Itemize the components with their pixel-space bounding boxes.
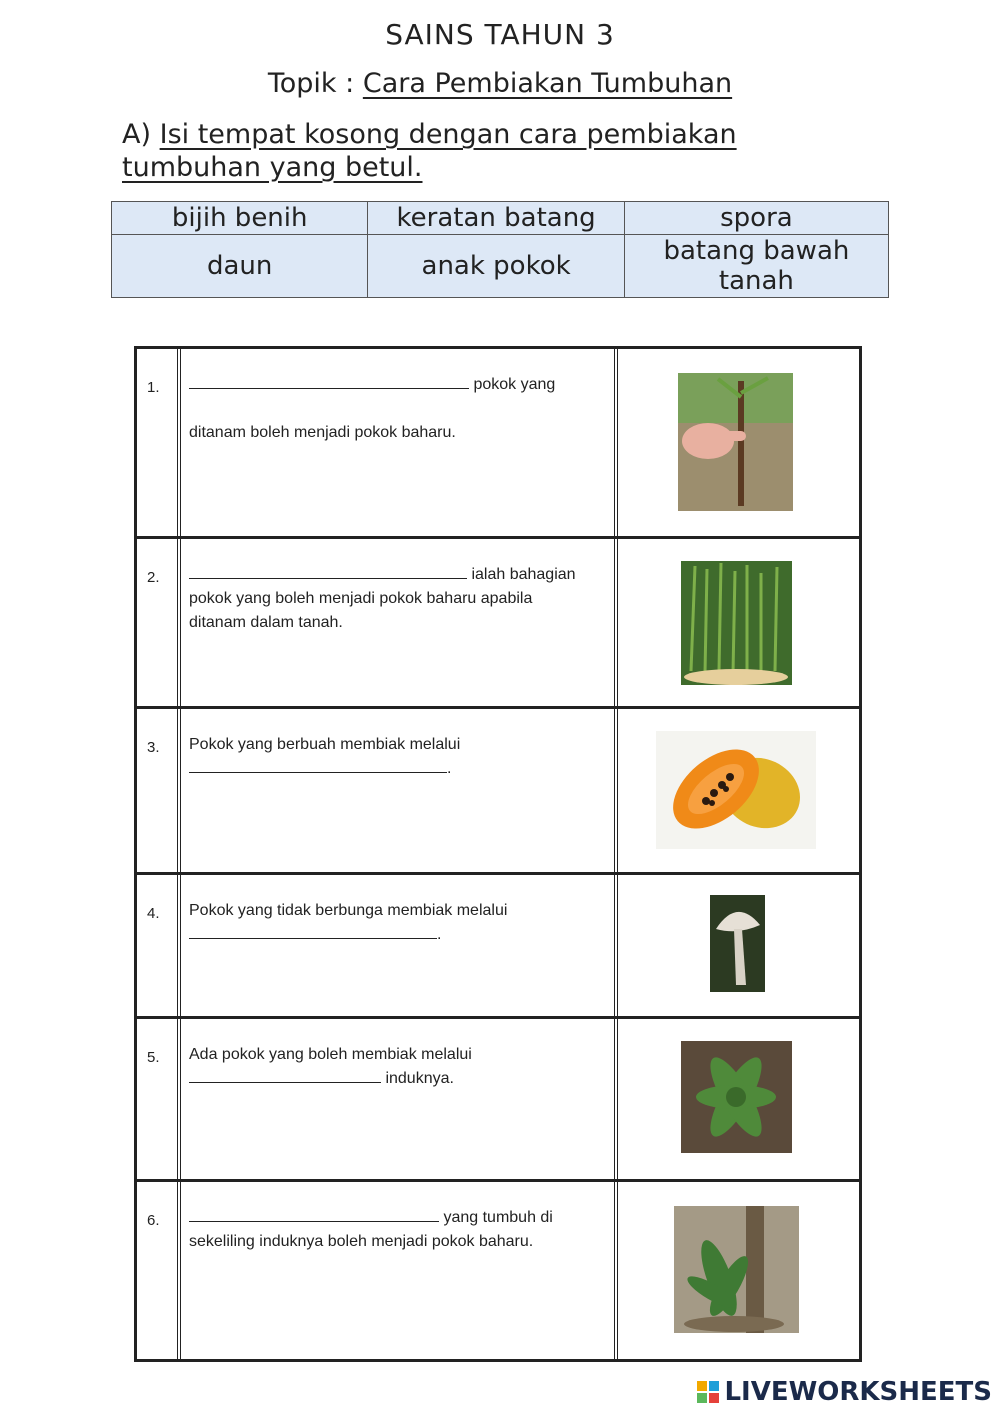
topic-value: Cara Pembiakan Tumbuhan (362, 68, 733, 99)
question-text-part: pokok yang (473, 376, 556, 393)
instruction (122, 118, 782, 184)
stem-cutting-photo (678, 373, 793, 511)
answer-blank[interactable] (189, 1068, 381, 1083)
question-number-cell (137, 349, 181, 536)
liveworksheets-logo-icon (696, 1380, 720, 1404)
answer-blank[interactable] (189, 564, 467, 579)
question-text-part: Pokok yang berbuah membiak melalui (189, 736, 461, 753)
question-text-part: ialah bahagian (471, 566, 576, 583)
question-number: 6. (147, 1212, 160, 1229)
question-text (189, 899, 604, 947)
word-bank-table (111, 201, 889, 298)
word-bank-cell[interactable]: bijih benih (112, 202, 368, 235)
word-bank-cell[interactable]: keratan batang (368, 202, 624, 235)
question-row (137, 709, 859, 875)
question-text-part: pokok yang boleh menjadi pokok baharu apabila (189, 590, 533, 607)
question-number: 1. (147, 379, 160, 396)
word-bank-cell[interactable]: daun (112, 235, 368, 298)
word-bank-row (112, 202, 889, 235)
question-text-part: induknya. (385, 1070, 454, 1087)
word-bank-cell[interactable]: batang bawah tanah (624, 235, 888, 298)
question-text-cell (181, 1019, 618, 1179)
question-text-part: yang tumbuh di (443, 1209, 553, 1226)
answer-blank[interactable] (189, 374, 469, 389)
answer-blank[interactable] (189, 924, 437, 939)
banana-sucker-photo (674, 1206, 799, 1333)
question-image-cell (618, 349, 859, 536)
question-text-cell (181, 709, 618, 872)
mushroom-photo (710, 895, 765, 992)
question-row (137, 1182, 859, 1359)
liveworksheets-watermark (696, 1377, 992, 1407)
ginger-shoots-photo (681, 561, 792, 685)
instruction-prefix: A) (122, 119, 152, 150)
question-image-cell (618, 539, 859, 706)
question-row (137, 539, 859, 709)
question-text-part: . (447, 760, 452, 777)
question-image-cell (618, 1019, 859, 1179)
question-image-cell (618, 875, 859, 1016)
word-bank-cell[interactable]: spora (624, 202, 888, 235)
question-number-cell (137, 1182, 181, 1359)
watermark-text: LIVEWORKSHEETS (724, 1377, 992, 1407)
question-text-cell (181, 875, 618, 1016)
answer-blank[interactable] (189, 758, 447, 773)
question-text-part: Ada pokok yang boleh membiak melalui (189, 1046, 472, 1063)
question-text-part: ditanam boleh menjadi pokok baharu. (189, 424, 456, 441)
question-text-cell (181, 1182, 618, 1359)
question-text (189, 373, 604, 445)
leaf-plant-photo (681, 1041, 792, 1153)
question-text-part: Pokok yang tidak berbunga membiak melalui (189, 902, 508, 919)
question-number: 4. (147, 905, 160, 922)
worksheet-title: SAINS TAHUN 3 (385, 18, 615, 51)
question-number: 5. (147, 1049, 160, 1066)
topic-label: Topik : (267, 68, 355, 99)
instruction-text: Isi tempat kosong dengan cara pembiakan tumbuhan yang betul. (122, 119, 737, 183)
question-text (189, 1206, 604, 1254)
question-text-cell (181, 349, 618, 536)
question-number-cell (137, 875, 181, 1016)
question-text (189, 1043, 604, 1091)
question-number-cell (137, 539, 181, 706)
question-text (189, 733, 604, 781)
question-number: 3. (147, 739, 160, 756)
question-table (134, 346, 862, 1362)
question-row (137, 349, 859, 539)
word-bank-row (112, 235, 889, 298)
question-row (137, 875, 859, 1019)
question-number-cell (137, 1019, 181, 1179)
question-text-part: ditanam dalam tanah. (189, 614, 343, 631)
topic-line (0, 68, 1000, 99)
papaya-photo (656, 731, 816, 849)
question-image-cell (618, 1182, 859, 1359)
question-row (137, 1019, 859, 1182)
answer-blank[interactable] (189, 1207, 439, 1222)
question-text (189, 563, 604, 635)
question-number-cell (137, 709, 181, 872)
question-text-part: . (437, 926, 442, 943)
word-bank-cell[interactable]: anak pokok (368, 235, 624, 298)
question-text-part: sekeliling induknya boleh menjadi pokok baharu. (189, 1233, 534, 1250)
question-number: 2. (147, 569, 160, 586)
question-image-cell (618, 709, 859, 872)
question-text-cell (181, 539, 618, 706)
